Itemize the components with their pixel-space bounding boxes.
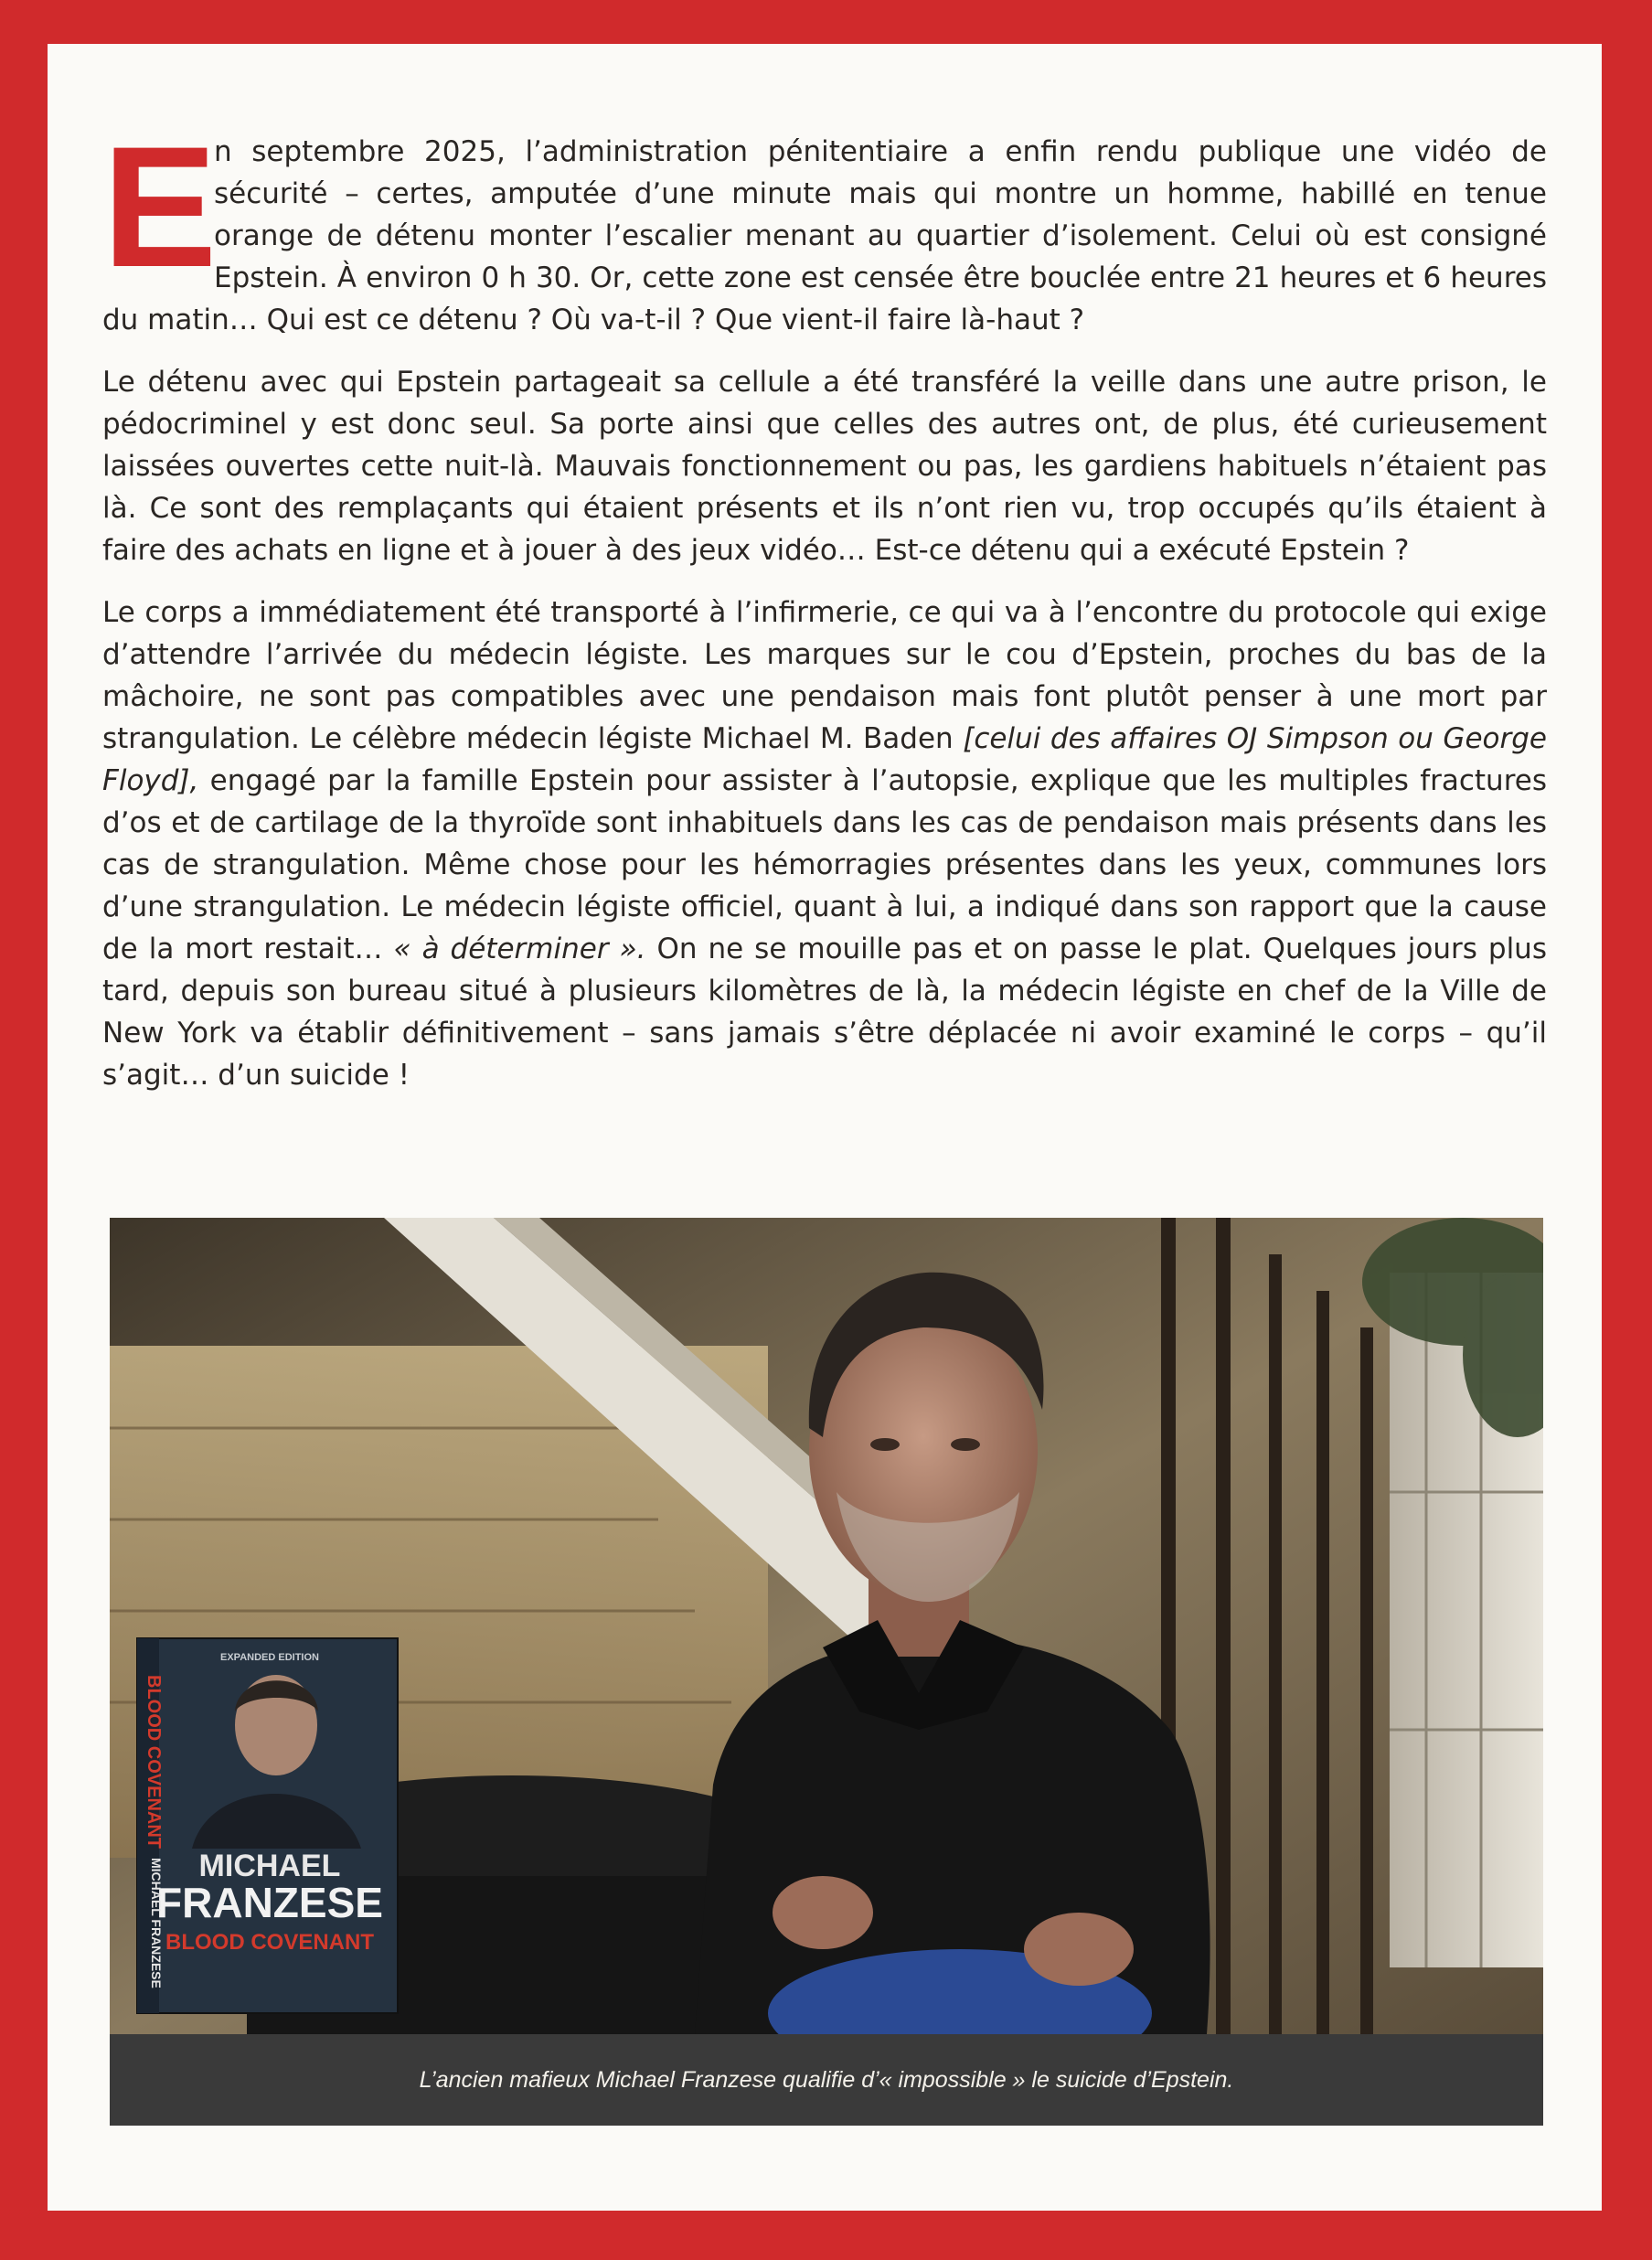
book-edition: EXPANDED EDITION [220, 1652, 319, 1663]
book-spine-author: MICHAEL FRANZESE [149, 1858, 164, 1988]
book-author-first: MICHAEL [198, 1849, 341, 1883]
book-title: BLOOD COVENANT [165, 1930, 374, 1955]
caption-bar [110, 2034, 1543, 2126]
paragraph-3-aside: [celui des affaires OJ Simpson ou George Floyd], [102, 722, 1547, 797]
paragraph-1 [102, 111, 1547, 341]
paragraph-2: Le détenu avec qui Epstein partageait sa cellule a été transféré la veille dans une autre prison, le pédocriminel y est donc seul. Sa porte ainsi que celles des autres ont, de plus, été curieusement laissées ouvertes cette nuit-là. Mauvais fonctionnement ou pas, les gardiens habituels n’étaient pas là. Ce sont des remplaçants qui étaient présents et ils n’ont rien vu, trop occupés qu’ils étaient à faire des achats en ligne et à jouer à des jeux vidéo… Est-ce détenu qui a exécuté Epstein ? [102, 366, 1547, 567]
book-spine-title: BLOOD COVENANT [144, 1675, 164, 1849]
photo-figure [110, 1218, 1543, 2132]
book-author-last: FRANZESE [156, 1879, 383, 1926]
book-cover [137, 1638, 398, 2013]
paragraph-3-quote: « à déterminer ». [393, 933, 646, 965]
photo-caption: L’ancien mafieux Michael Franzese qualifie d’« impossible » le suicide d’Epstein. [419, 2066, 1234, 2093]
photo-michael-franzese [110, 1218, 1543, 2034]
paragraph-3-text-b: engagé par la famille Epstein pour assister à l’autopsie, explique que les multiples fractures d’os et de cartilage de la thyroïde sont inhabituels dans les cas de pendaison mais présents dans les cas de strangulation. Même chose pour les hémorragies présentes dans les yeux, communes lors d’une strangulation. Le médecin légiste officiel, quant à lui, a indiqué dans son rapport que la cause de la mort restait… [102, 764, 1547, 965]
paragraph-3-text-c: On ne se mouille pas et on passe le plat. Quelques jours plus tard, depuis son bureau situé à plusieurs kilomètres de là, la médecin légiste en chef de la Ville de New York va établir définitivement – sans jamais s’être déplacée ni avoir examiné le corps – qu’il s’agit… d’un suicide ! [102, 933, 1547, 1092]
article-body [102, 111, 1547, 1116]
paragraph-1-text: n septembre 2025, l’administration pénitentiaire a enfin rendu publique une vidéo de sécurité – certes, amputée d’une minute mais qui montre un homme, habillé en tenue orange de détenu monter l’escalier menant au quartier d’isolement. Celui où est consigné Epstein. À environ 0 h 30. Or, cette zone est censée être bouclée entre 21 heures et 6 heures du matin… Qui est ce détenu ? Où va-t-il ? Que vient-il faire là-haut ? [102, 135, 1547, 336]
drop-cap: E [102, 111, 218, 303]
magazine-page [48, 44, 1602, 2211]
paragraph-3-text-a: Le corps a immédiatement été transporté à l’infirmerie, ce qui va à l’encontre du protocole qui exige d’attendre l’arrivée du médecin légiste. Les marques sur le cou d’Epstein, proches du bas de la mâchoire, ne sont pas compatibles avec une pendaison mais font plutôt penser à une mort par strangulation. Le célèbre médecin légiste Michael M. Baden [102, 596, 1547, 755]
photo-illustration [110, 1218, 1543, 2034]
paragraph-3 [102, 592, 1547, 1096]
